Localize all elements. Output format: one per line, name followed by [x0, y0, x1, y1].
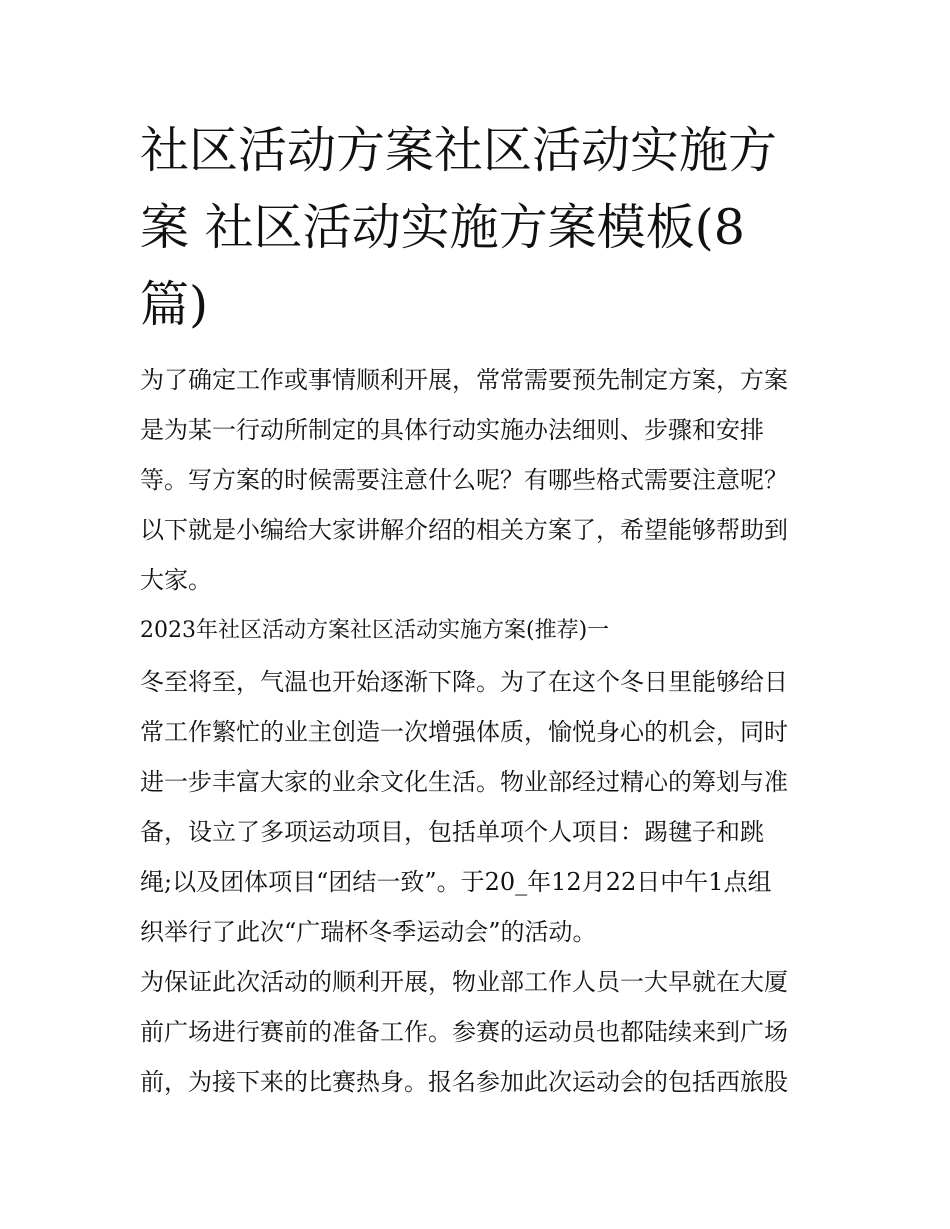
text-line: 织举行了此次“广瑞杯冬季运动会”的活动。: [140, 918, 597, 946]
body-paragraph: [140, 657, 820, 957]
text-line: 绳;以及团体项目“团结一致”。于20_年12月22日中午1点组: [140, 868, 772, 896]
text-line: 大家。: [140, 566, 212, 594]
title-line: 篇): [140, 276, 209, 333]
text-line: 为了确定工作或事情顺利开展，常常需要预先制定方案，方案: [140, 366, 788, 394]
text-line: 常工作繁忙的业主创造一次增强体质，愉悦身心的机会，同时: [140, 718, 788, 746]
text-line: 为保证此次活动的顺利开展，物业部工作人员一大早就在大厦: [140, 968, 788, 996]
text-line: 进一步丰富大家的业余文化生活。物业部经过精心的筹划与准: [140, 768, 788, 796]
section-heading: 2023年社区活动方案社区活动实施方案(推荐)一: [140, 618, 610, 643]
intro-paragraph: [140, 355, 820, 605]
text-line: 以下就是小编给大家讲解介绍的相关方案了，希望能够帮助到: [140, 516, 788, 544]
title-line: 社区活动方案社区活动实施方: [140, 122, 778, 179]
text-line: 冬至将至，气温也开始逐渐下降。为了在这个冬日里能够给日: [140, 668, 788, 696]
text-line: 前，为接下来的比赛热身。报名参加此次运动会的包括西旅股: [140, 1068, 788, 1096]
body-paragraph: [140, 957, 820, 1107]
document-title: [140, 112, 820, 343]
title-line: 案 社区活动实施方案模板(8: [140, 199, 745, 256]
text-line: 等。写方案的时候需要注意什么呢？有哪些格式需要注意呢？: [140, 466, 788, 494]
text-line: 前广场进行赛前的准备工作。参赛的运动员也都陆续来到广场: [140, 1018, 788, 1046]
document-body: [140, 355, 820, 1107]
text-line: 是为某一行动所制定的具体行动实施办法细则、步骤和安排: [140, 416, 764, 444]
text-line: 备，设立了多项运动项目，包括单项个人项目：踢毽子和跳: [140, 818, 764, 846]
